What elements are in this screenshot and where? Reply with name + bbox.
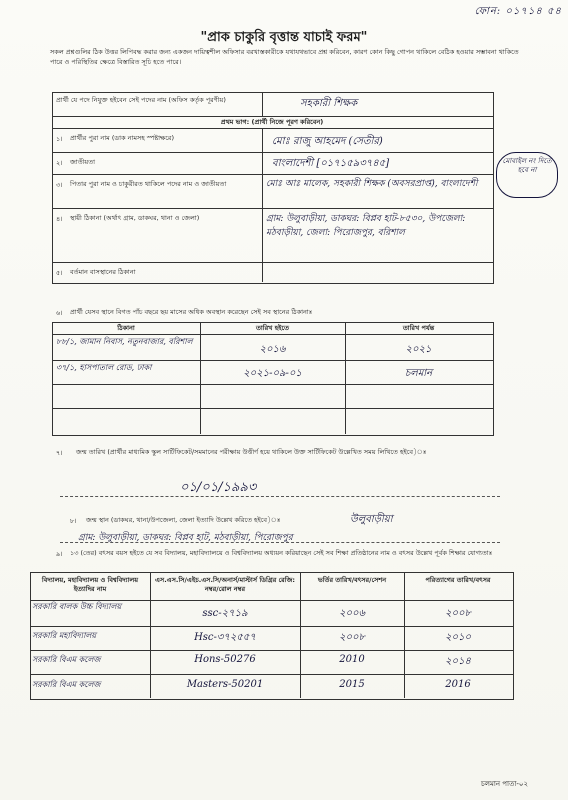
edu-row1-leaving: ২০০৮ <box>445 608 471 619</box>
residence-header-from: তারিখ হইতে <box>255 324 289 332</box>
q9-number: ৯। <box>56 550 63 558</box>
nationality-value: বাংলাদেশী [০১৭১৫৯৩৭৪৫] <box>272 158 390 169</box>
post-label: প্রার্থী যে পদে নিযুক্ত হইবেন সেই পদের নাম (অফিস কর্তৃক পূরণীয়) <box>56 96 226 104</box>
residence-row1-address: ৮৮/১, জামান নিবাস, নতুনবাজার, বরিশাল <box>56 337 193 346</box>
residence-header-address: ঠিকানা <box>117 324 135 332</box>
edu-header-registration: এস.এস.সি/এইচ.এস.সি/অনার্স/মাস্টার্স ডিগ্রির রেজি: নম্বর/রোল নম্বর <box>154 576 296 593</box>
edu-row4-registration: Masters-50201 <box>186 679 264 690</box>
q9-question: ১৩ (তের) বৎসর বয়স হইতে যে সব বিদ্যালয়, মহাবিদ্যালয়ে ও বিশ্ববিদ্যালয় অধ্যয়ন করিয়াছেন সেই সব শিক্ষা প্রতিষ্ঠানের নাম ও বৎসর উল্লেখ পূর্বক শিক্ষার যোগ্যতাঃ <box>70 549 493 557</box>
row2-number: ২। <box>56 159 63 167</box>
edu-row4-institution: সরকারি বিএম কলেজ <box>32 680 101 689</box>
q8-number: ৮। <box>70 517 77 525</box>
row4-number: ৪। <box>56 215 63 223</box>
form-intro: সকল প্রশ্নগুলির ঠিক উত্তর লিপিবদ্ধ করার জন্য একজন দায়িত্বশীল অফিসার বরখাস্তকারীকে যথাযথভাবে প্রশ্ন করিবেন, কারণ কোন কিছু গোপন থাকিলে বেঠিক হওয়ার সম্ভাবনা থাকিতে পারে ও পরিস্থিতির ক্ষেত্রে বিস্তারিত সূচি হতে পারে। <box>50 48 519 66</box>
residence-row1-to: ২০২১ <box>405 344 432 355</box>
edu-row3-institution: সরকারি বিএম কলেজ <box>32 655 101 664</box>
edu-row3-admission: 2010 <box>339 654 365 665</box>
side-handwritten-note: মোবাইল নং দিতে হবে না <box>496 152 558 198</box>
row5-label: বর্তমান বাসস্থানের ঠিকানা <box>70 268 136 276</box>
birthplace-value: উলুবাড়ীয়া <box>350 514 393 525</box>
edu-row4-leaving: 2016 <box>445 679 471 690</box>
q8-question: জন্ম স্থান (ডাকঘর, থানা/উপজেলা, জেলা ইত্যাদি উল্লেখ করিতে হইবে)ঃ <box>86 516 281 524</box>
row5-number: ৫। <box>56 269 63 277</box>
permanent-address-value: গ্রাম: উলুবাড়ীয়া, ডাকঘর: বিপ্লব হাট-৮৫৩০, উপজেলা: মঠবাড়ীয়া, জেলা: পিরোজপুর, বরিশাল <box>266 214 466 238</box>
form-title: "প্রাক চাকুরি বৃত্তান্ত যাচাই ফরম" <box>200 30 368 45</box>
residence-row2-from: ২০২১-০৯-০১ <box>243 368 302 379</box>
q6-number: ৬। <box>56 309 63 317</box>
birthplace-value-line2: গ্রাম: উলুবাড়ীয়া, ডাকঘর: বিপ্লব হাট, মঠবাড়ীয়া, পিরোজপুর <box>78 533 293 543</box>
row1-number: ১। <box>56 135 63 143</box>
residence-row2-address: ৩৭/১, হাসপাতাল রোড, ঢাকা <box>56 363 152 372</box>
corner-phone-note: ফোন: ০১৭১৪ ৫৪ <box>474 6 562 17</box>
continued-page-note: চলমান পাতা-০২ <box>480 780 528 788</box>
edu-row2-institution: সরকারি মহাবিদ্যালয় <box>32 631 97 640</box>
edu-row2-admission: ২০০৮ <box>339 632 365 643</box>
residence-row1-from: ২০১৬ <box>259 344 286 355</box>
edu-row1-institution: সরকারি বালক উচ্চ বিদ্যালয় <box>32 602 122 611</box>
father-name-value: মোঃ আঃ মালেক, সহকারী শিক্ষক (অবসরপ্রাপ্ত), বাংলাদেশী <box>266 179 478 189</box>
edu-row3-registration: Hons-50276 <box>194 654 256 665</box>
part1-heading: প্রথম ভাগ: (প্রার্থী নিজে পূরণ করিবেন) <box>220 118 324 126</box>
edu-row2-registration: Hsc-৩৭২৫৫৭ <box>194 632 256 643</box>
row3-number: ৩। <box>56 181 63 189</box>
edu-header-institution: বিদ্যালয়, মহাবিদ্যালয় ও বিশ্ববিদ্যালয় ইত্যাদির নাম <box>41 576 139 593</box>
edu-row4-admission: 2015 <box>339 679 365 690</box>
row1-label: প্রার্থীর পুরা নাম (ডাক নামসহ স্পষ্টাক্ষরে) <box>70 134 175 142</box>
q6-question: প্রার্থী যেসব স্থানে বিগত পাঁচ বছরে ছয় মাসের অধিক অবস্থান করেছেন সেই সব স্থানের ঠিকানাঃ <box>70 308 313 316</box>
edu-row1-registration: ssc-২৭১৯ <box>202 608 248 619</box>
edu-header-admission: ভর্তির তারিখ/বৎসর/সেশন <box>317 576 387 584</box>
edu-row1-admission: ২০০৬ <box>338 608 365 619</box>
edu-header-leaving: পরিত্যাগের তারিখ/বৎসর <box>425 576 491 584</box>
candidate-name-value: মোঃ রাজু আহমেদ (সেতীর) <box>272 136 383 147</box>
edu-row2-leaving: ২০১০ <box>445 632 471 643</box>
birth-date-value: ০১/০১/১৯৯৩ <box>180 480 257 495</box>
q7-number: ৭। <box>56 449 63 457</box>
residence-row2-to: চলমান <box>404 368 433 379</box>
edu-row3-leaving: ২০১৪ <box>445 656 471 667</box>
q7-question: জন্ম তারিখ (প্রার্থীর মাধ্যমিক স্কুল সার্টিফিকেট/সমমানের পরীক্ষায় উত্তীর্ণ হয়ে থাকিলে উক্ত সার্টিফিকেট উল্লেখিত সময় লিখিতে হইবে)ঃ <box>76 448 427 456</box>
row4-label: স্থায়ী ঠিকানা (অর্থাৎ গ্রাম, ডাকঘর, থানা ও জেলা) <box>70 214 200 222</box>
residence-header-to: তারিখ পর্যন্ত <box>402 324 435 332</box>
post-value: সহকারী শিক্ষক <box>300 98 358 109</box>
row3-label: পিতার পুরা নাম ও চাকুরীরত থাকিলে পদের নাম ও জাতীয়তা <box>70 180 227 188</box>
row2-label: জাতীয়তা <box>70 158 96 166</box>
